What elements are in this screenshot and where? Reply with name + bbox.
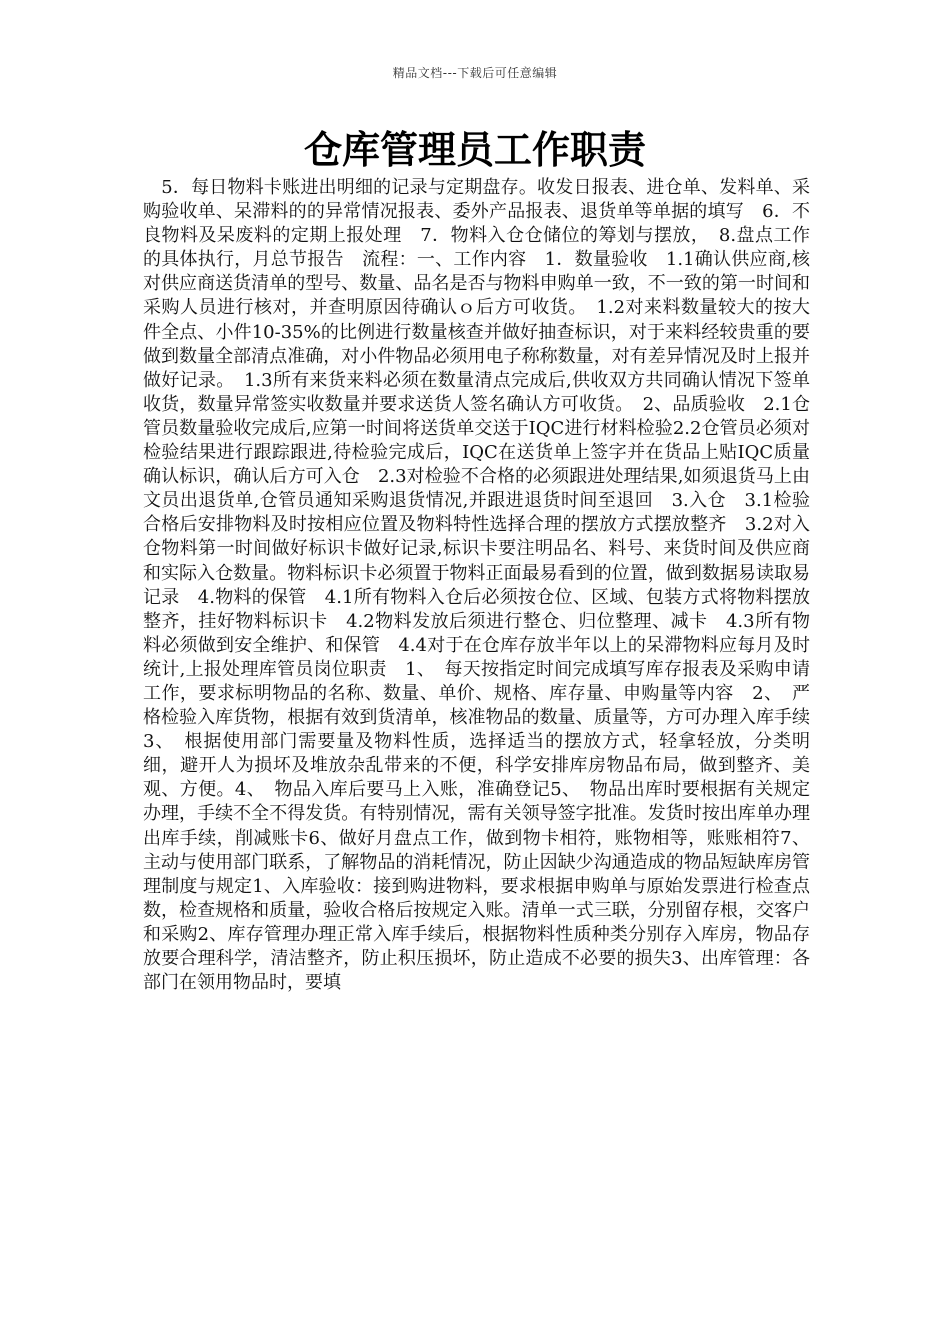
header-note: 精品文档---下载后可任意编辑 bbox=[392, 66, 558, 80]
document-title: 仓库管理员工作职责 bbox=[303, 128, 646, 172]
body-paragraph: 5．每日物料卡账进出明细的记录与定期盘存。收发日报表、进仓单、发料单、采购验收单、呆滞料的的异常情况报表、委外产品报表、退货单等单据的填写 6．不良物料及呆废料的定期上报处理 7．物料入仓仓储位的筹划与摆放， 8.盘点工作的具体执行，月总节报告 流程：一、工作内容 1．数量验收 1.1确认供应商,核对供应商送货清单的型号、数量、品名是否与物料申购单一致，不一致的第一时间和采购人员进行核对，并查明原因待确认ｏ后方可收货。 1.2对来料数量较大的按大件全点、小件10-35%的比例进行数量核查并做好抽查标识，对于来料经较贵重的要做到数量全部清点准确，对小件物品必须用电子称称数量，对有差异情况及时上报并做好记录。 1.3所有来货来料必须在数量清点完成后,供收双方共同确认情况下签单收货，数量异常签实收数量并要求送货人签名确认方可收货。 2、品质验收 2.1仓管员数量验收完成后,应第一时间将送货单交送于IQC进行材料检验2.2仓管员必须对检验结果进行跟踪跟进,待检验完成后，IQC在送货单上签字并在货品上贴IQC质量确认标识，确认后方可入仓 2.3对检验不合格的必须跟进处理结果,如须退货马上由文员出退货单,仓管员通知采购退货情况,并跟进退货时间至退回 3.入仓 3.1检验合格后安排物料及时按相应位置及物料特性选择合理的摆放方式摆放整齐 3.2对入仓物料第一时间做好标识卡做好记录,标识卡要注明品名、料号、来货时间及供应商和实际入仓数量。物料标识卡必须置于物料正面最易看到的位置，做到数据易读取易记录 4.物料的保管 4.1所有物料入仓后必须按仓位、区域、包装方式将物料摆放整齐，挂好物料标识卡 4.2物料发放后须进行整仓、归位整理、减卡 4.3所有物料必须做到安全维护、和保管 4.4对于在仓库存放半年以上的呆滞物料应每月及时统计,上报处理库管员岗位职责 1、 每天按指定时间完成填写库存报表及采购申请工作，要求标明物品的名称、数量、单价、规格、库存量、申购量等内容 2、 严格检验入库货物，根据有效到货清单，核准物品的数量、质量等，方可办理入库手续 3、 根据使用部门需要量及物料性质，选择适当的摆放方式，轻拿轻放，分类明细，避开人为损坏及堆放杂乱带来的不便，科学安排库房物品布局，做到整齐、美观、方便。4、 物品入库后要马上入账，准确登记5、 物品出库时要根据有关规定办理，手续不全不得发货。有特别情况，需有关领导签字批准。发货时按出库单办理出库手续，削减账卡6、做好月盘点工作，做到物卡相符，账物相等，账账相符7、主动与使用部门联系，了解物品的消耗情况，防止因缺少沟通造成的物品短缺库房管理制度与规定1、入库验收：接到购进物料，要求根据申购单与原始发票进行检查点数，检查规格和质量，验收合格后按规定入账。清单一式三联，分别留存根，交客户和采购2、库存管理办理正常入库手续后，根据物料性质种类分别存入库房，物品存放要合理科学，清洁整齐，防止积压损坏，防止造成不必要的损失3、出库管理：各部门在领用物品时，要填 bbox=[143, 177, 828, 994]
document-body bbox=[143, 176, 828, 1216]
